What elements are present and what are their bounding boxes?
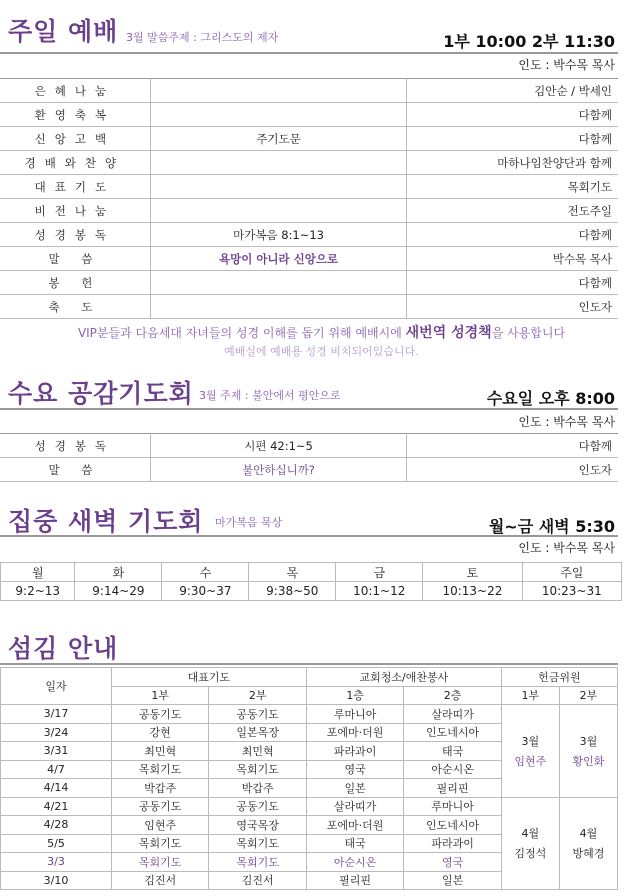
duty-c2: 태국	[404, 742, 501, 761]
dawn-subtitle: 마가복음 묵상	[215, 516, 283, 529]
duty-p1: 목회기도	[111, 834, 208, 853]
order-content: 불안하십니까?	[150, 458, 407, 482]
offering-name: 방혜경	[572, 847, 605, 861]
duty-p1: 김진서	[111, 871, 208, 890]
order-content	[150, 151, 407, 175]
duty-c1: 파라과이	[306, 742, 403, 761]
duty-c1: 일본	[306, 779, 403, 798]
day-header: 화	[75, 563, 162, 582]
wednesday-title: 수요 공감기도회	[8, 379, 194, 408]
order-label: 은혜나눔	[0, 79, 150, 103]
order-label: 말 씀	[0, 247, 150, 271]
order-row	[0, 127, 618, 151]
order-row	[0, 295, 618, 319]
day-passage: 9:38~50	[249, 582, 336, 601]
order-label: 성경봉독	[0, 223, 150, 247]
order-label: 환영축복	[0, 103, 150, 127]
group-prayer: 대표기도	[111, 668, 306, 687]
group-clean: 교회청소/애찬봉사	[306, 668, 501, 687]
order-content	[150, 79, 407, 103]
offering-name: 임현주	[514, 754, 547, 768]
order-label: 대표기도	[0, 175, 150, 199]
sub-clean-2: 2층	[404, 686, 501, 705]
dawn-title: 집중 새벽 기도회	[8, 507, 204, 536]
day-passage: 10:23~31	[522, 582, 621, 601]
offering-month: 3월	[579, 734, 598, 748]
sub-offering-1: 1부	[501, 686, 559, 705]
order-row	[0, 247, 618, 271]
duty-c2: 인도네시아	[404, 816, 501, 835]
order-row	[0, 271, 618, 295]
duty-c1: 포에마·더원	[306, 816, 403, 835]
day-passage: 9:2~13	[1, 582, 75, 601]
sub-prayer-2: 2부	[209, 686, 306, 705]
duty-c1: 살라띠가	[306, 797, 403, 816]
duty-c2: 필리핀	[404, 779, 501, 798]
duty-date: 4/28	[1, 816, 112, 835]
duty-c2: 영국	[404, 853, 501, 872]
order-row	[0, 151, 618, 175]
duty-c1: 아순시온	[306, 853, 403, 872]
day-passage: 10:1~12	[336, 582, 423, 601]
order-content	[150, 271, 407, 295]
duty-p1: 임현주	[111, 816, 208, 835]
offering-april-1	[501, 797, 559, 890]
duty-c2: 인도네시아	[404, 723, 501, 742]
duty-c1: 루마니아	[306, 705, 403, 724]
dawn-time: 월~금 새벽 5:30	[488, 517, 615, 536]
order-row	[0, 175, 618, 199]
sub-clean-1: 1층	[306, 686, 403, 705]
order-content: 주기도문	[150, 127, 407, 151]
duty-p2: 일본목장	[209, 723, 306, 742]
offering-march-1	[501, 705, 559, 798]
wednesday-subtitle: 3월 주제 : 불안에서 평안으로	[199, 389, 341, 402]
duty-p1: 목회기도	[111, 760, 208, 779]
day-header: 목	[249, 563, 336, 582]
bible-note: VIP분들과 다음세대 자녀들의 성경 이해를 돕기 위해 예배시에 새번역 성경책을 사용합니다	[77, 325, 566, 341]
order-row	[0, 458, 618, 482]
offering-name: 김정석	[514, 847, 547, 861]
duty-p2: 최민혁	[209, 742, 306, 761]
order-label: 성경봉독	[0, 434, 150, 458]
col-date: 일자	[1, 668, 112, 705]
order-label: 비전나눔	[0, 199, 150, 223]
day-passage: 10:13~22	[423, 582, 522, 601]
duty-date: 4/21	[1, 797, 112, 816]
duty-date: 3/10	[1, 871, 112, 890]
order-label: 축 도	[0, 295, 150, 319]
duty-c1: 태국	[306, 834, 403, 853]
wednesday-preacher: 인도 : 박수목 목사	[518, 415, 615, 429]
order-content	[150, 199, 407, 223]
duty-date: 3/31	[1, 742, 112, 761]
duty-title: 섬김 안내	[8, 634, 119, 663]
day-header: 월	[1, 563, 75, 582]
order-label: 봉 헌	[0, 271, 150, 295]
order-leader: 박수목 목사	[407, 247, 618, 271]
duty-p1: 목회기도	[111, 853, 208, 872]
order-row	[0, 199, 618, 223]
day-header: 토	[423, 563, 522, 582]
duty-c2: 살라띠가	[404, 705, 501, 724]
duty-date: 5/5	[1, 834, 112, 853]
sunday-order-table	[0, 78, 618, 319]
duty-p2: 목회기도	[209, 834, 306, 853]
order-row	[0, 79, 618, 103]
duty-c2: 아순시온	[404, 760, 501, 779]
wednesday-time: 수요일 오후 8:00	[486, 389, 615, 408]
day-passage: 9:30~37	[162, 582, 249, 601]
order-leader: 다함께	[407, 271, 618, 295]
order-leader: 다함께	[407, 127, 618, 151]
order-content	[150, 103, 407, 127]
duty-date: 3/3	[1, 853, 112, 872]
duty-date: 3/17	[1, 705, 112, 724]
day-header: 수	[162, 563, 249, 582]
sub-offering-2: 2부	[559, 686, 617, 705]
duty-date: 4/14	[1, 779, 112, 798]
order-leader: 다함께	[407, 434, 618, 458]
order-row	[0, 223, 618, 247]
duty-c1: 필리핀	[306, 871, 403, 890]
order-leader: 다함께	[407, 103, 618, 127]
duty-p2: 박갑주	[209, 779, 306, 798]
order-content	[150, 295, 407, 319]
duty-c2: 일본	[404, 871, 501, 890]
duty-date: 3/24	[1, 723, 112, 742]
order-content: 욕망이 아니라 신앙으로	[150, 247, 407, 271]
group-offering: 헌금위원	[501, 668, 617, 687]
duty-p1: 강현	[111, 723, 208, 742]
duty-p2: 영국목장	[209, 816, 306, 835]
duty-table	[0, 667, 618, 890]
sunday-title: 주일 예배	[8, 17, 119, 46]
order-leader: 전도주일	[407, 199, 618, 223]
order-leader: 목회기도	[407, 175, 618, 199]
order-leader: 인도자	[407, 458, 618, 482]
duty-c2: 파라과이	[404, 834, 501, 853]
duty-p2: 목회기도	[209, 760, 306, 779]
sunday-preacher: 인도 : 박수목 목사	[518, 58, 615, 72]
day-header: 주일	[522, 563, 621, 582]
order-leader: 다함께	[407, 223, 618, 247]
order-content: 마가복음 8:1~13	[150, 223, 407, 247]
dawn-schedule-table	[0, 562, 622, 601]
bible-note-2: 예배실에 예배용 성경 비치되어있습니다.	[224, 345, 419, 358]
day-header: 금	[336, 563, 423, 582]
order-label: 신앙고백	[0, 127, 150, 151]
duty-p1: 공동기도	[111, 797, 208, 816]
duty-p1: 공동기도	[111, 705, 208, 724]
duty-p1: 박갑주	[111, 779, 208, 798]
wednesday-order-table	[0, 433, 618, 482]
duty-row	[1, 797, 618, 816]
duty-c1: 포에마·더원	[306, 723, 403, 742]
duty-c2: 루마니아	[404, 797, 501, 816]
order-content: 시편 42:1~5	[150, 434, 407, 458]
duty-row	[1, 705, 618, 724]
duty-p2: 목회기도	[209, 853, 306, 872]
order-content	[150, 175, 407, 199]
duty-date: 4/7	[1, 760, 112, 779]
order-row	[0, 103, 618, 127]
offering-month: 4월	[521, 827, 540, 841]
order-leader: 마하나임찬양단과 함께	[407, 151, 618, 175]
order-leader: 인도자	[407, 295, 618, 319]
order-label: 말 씀	[0, 458, 150, 482]
duty-p1: 최민혁	[111, 742, 208, 761]
offering-month: 3월	[521, 734, 540, 748]
duty-p2: 김진서	[209, 871, 306, 890]
dawn-preacher: 인도 : 박수목 목사	[518, 541, 615, 555]
offering-name: 황인화	[572, 754, 605, 768]
sunday-time: 1부 10:00 2부 11:30	[443, 32, 615, 51]
order-label: 경배와찬양	[0, 151, 150, 175]
day-passage: 9:14~29	[75, 582, 162, 601]
order-row	[0, 434, 618, 458]
offering-april-2	[559, 797, 617, 890]
sunday-subtitle: 3월 말씀주제 : 그리스도의 제자	[126, 31, 279, 44]
order-leader: 김안순 / 박세인	[407, 79, 618, 103]
sub-prayer-1: 1부	[111, 686, 208, 705]
duty-p2: 공동기도	[209, 797, 306, 816]
offering-march-2	[559, 705, 617, 798]
offering-month: 4월	[579, 827, 598, 841]
duty-c1: 영국	[306, 760, 403, 779]
duty-p2: 공동기도	[209, 705, 306, 724]
